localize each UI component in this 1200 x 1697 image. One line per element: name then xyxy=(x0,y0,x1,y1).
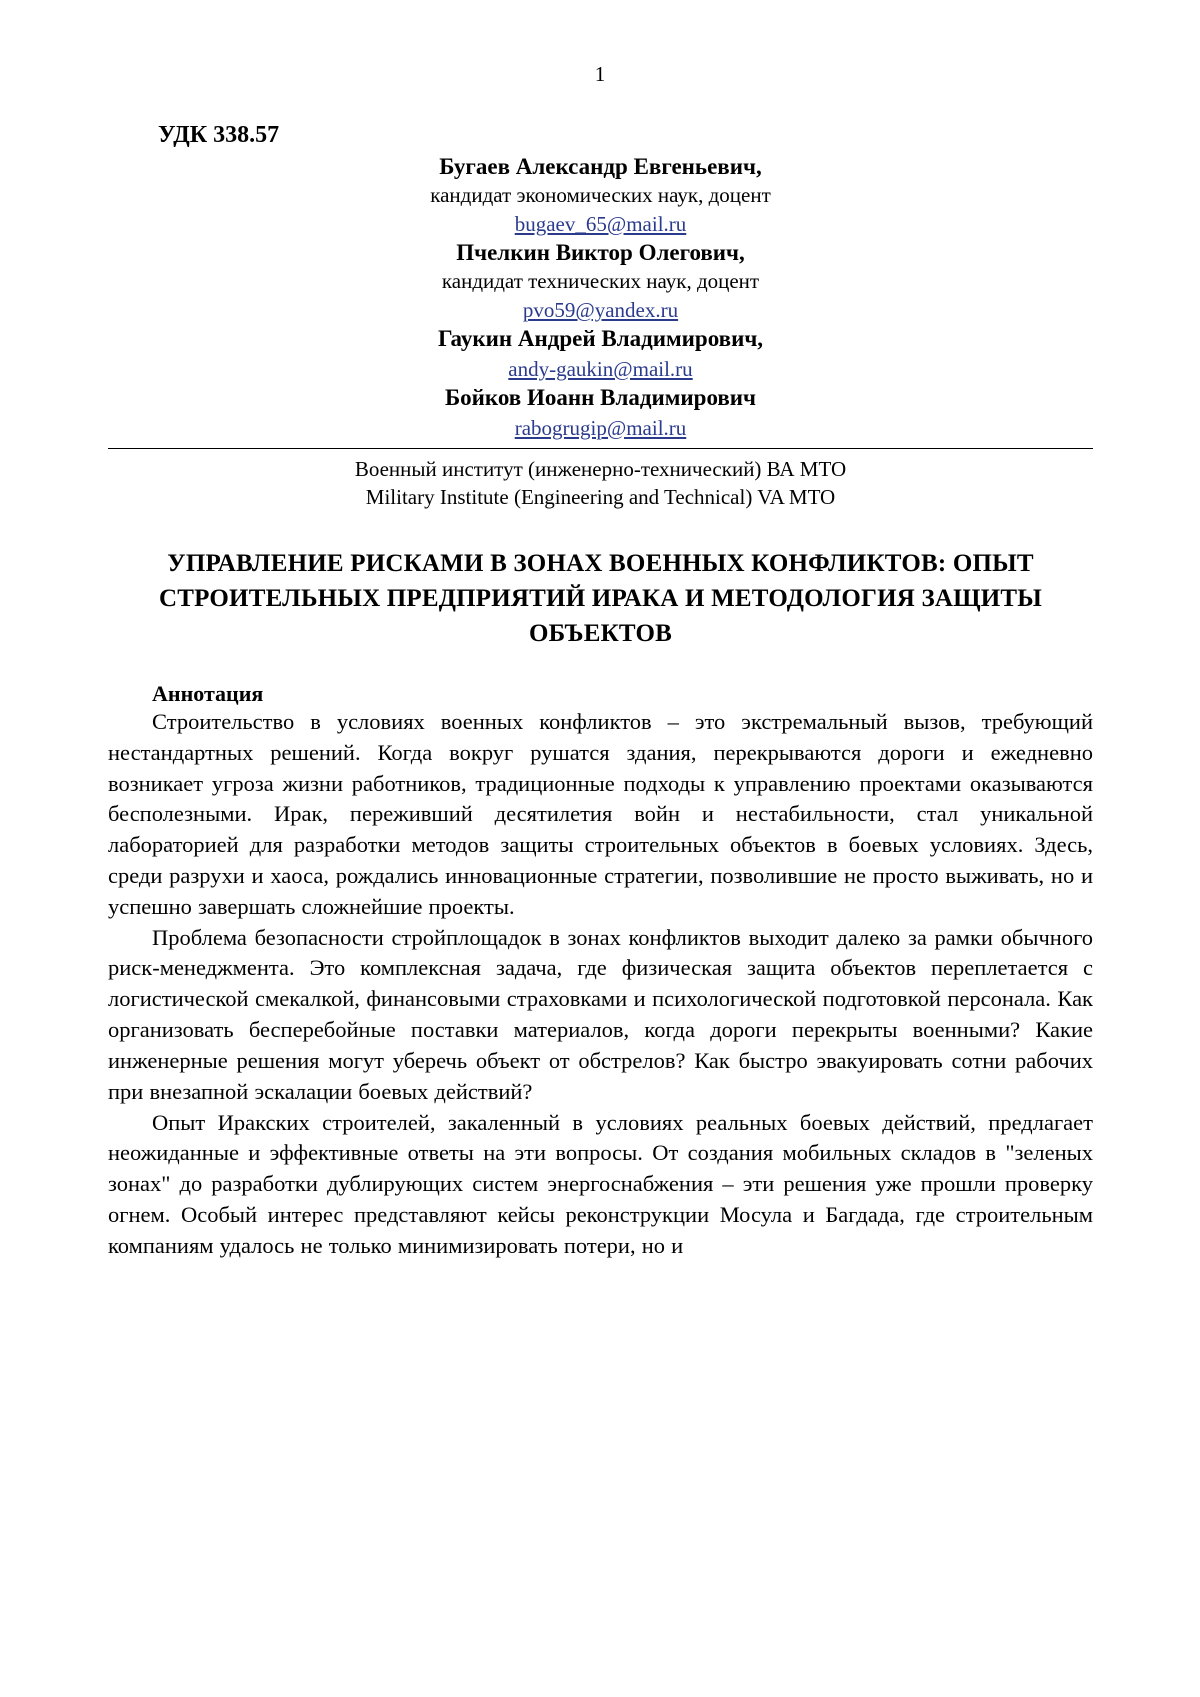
author-email[interactable]: andy-gaukin@mail.ru xyxy=(508,356,693,381)
page-content xyxy=(108,122,1093,1262)
abstract-paragraph: Опыт Иракских строителей, закаленный в условиях реальных боевых действий, предлагает неожиданные и эффективные ответы на эти вопросы. От создания мобильных складов в "зеленых зонах" до разработки дублирующих систем энергоснабжения – эти решения уже прошли проверку огнем. Особый интерес представляют кейсы реконструкции Мосула и Багдада, где строительным компаниям удалось не только минимизировать потери, но и xyxy=(108,1109,1093,1258)
author-block xyxy=(108,152,1093,442)
author-email[interactable]: pvo59@yandex.ru xyxy=(522,298,679,323)
author-name: Пчелкин Виктор Олегович, xyxy=(456,240,745,266)
author-email[interactable]: rabogrugip@mail.ru xyxy=(514,415,687,440)
affiliation-en: Military Institute (Engineering and Technical) VA MTO xyxy=(365,485,836,510)
author-entry xyxy=(108,324,1093,383)
author-entry xyxy=(108,152,1093,238)
abstract-paragraph: Проблема безопасности стройплощадок в зонах конфликтов выходит далеко за рамки обычного риск-менеджмента. Это комплексная задача, где физическая защита объектов переплетается с логистической смекалкой, финансовыми страховками и психологической подготовкой персонала. Как организовать бесперебойные поставки материалов, когда дороги перекрыты военными? Какие инженерные решения могут уберечь объект от обстрелов? Как быстро эвакуировать сотни рабочих при внезапной эскалации боевых действий? xyxy=(108,924,1093,1104)
affiliation-ru: Военный институт (инженерно-технический) ВА МТО xyxy=(354,456,847,481)
divider xyxy=(108,448,1093,449)
article-title: УПРАВЛЕНИЕ РИСКАМИ В ЗОНАХ ВОЕННЫХ КОНФЛИКТОВ: ОПЫТ СТРОИТЕЛЬНЫХ ПРЕДПРИЯТИЙ ИРАКА И МЕТОДОЛОГИЯ ЗАЩИТЫ ОБЪЕКТОВ xyxy=(158,549,1043,647)
author-name: Бойков Иоанн Владимирович xyxy=(444,385,757,411)
abstract-paragraph: Строительство в условиях военных конфликтов – это экстремальный вызов, требующий нестандартных решений. Когда вокруг рушатся здания, перекрываются дороги и ежедневно возникает угроза жизни работников, традиционные подходы к управлению проектами оказываются бесполезными. Ирак, переживший десятилетия войн и нестабильности, стал уникальной лабораторией для разработки методов защиты строительных объектов в боевых условиях. Здесь, среди разрухи и хаоса, рождались инновационные стратегии, позволившие не просто выживать, но и успешно завершать сложнейшие проекты. xyxy=(108,708,1093,919)
author-name: Гаукин Андрей Владимирович, xyxy=(437,326,764,352)
author-entry xyxy=(108,383,1093,442)
page-number: 1 xyxy=(594,62,606,86)
author-entry xyxy=(108,238,1093,324)
author-email[interactable]: bugaev_65@mail.ru xyxy=(514,211,687,236)
author-degree: кандидат технических наук, доцент xyxy=(441,269,760,294)
udc-code: УДК 338.57 xyxy=(158,122,280,148)
author-degree: кандидат экономических наук, доцент xyxy=(430,182,771,207)
author-name: Бугаев Александр Евгеньевич, xyxy=(439,153,762,179)
abstract-label: Аннотация xyxy=(152,680,264,706)
